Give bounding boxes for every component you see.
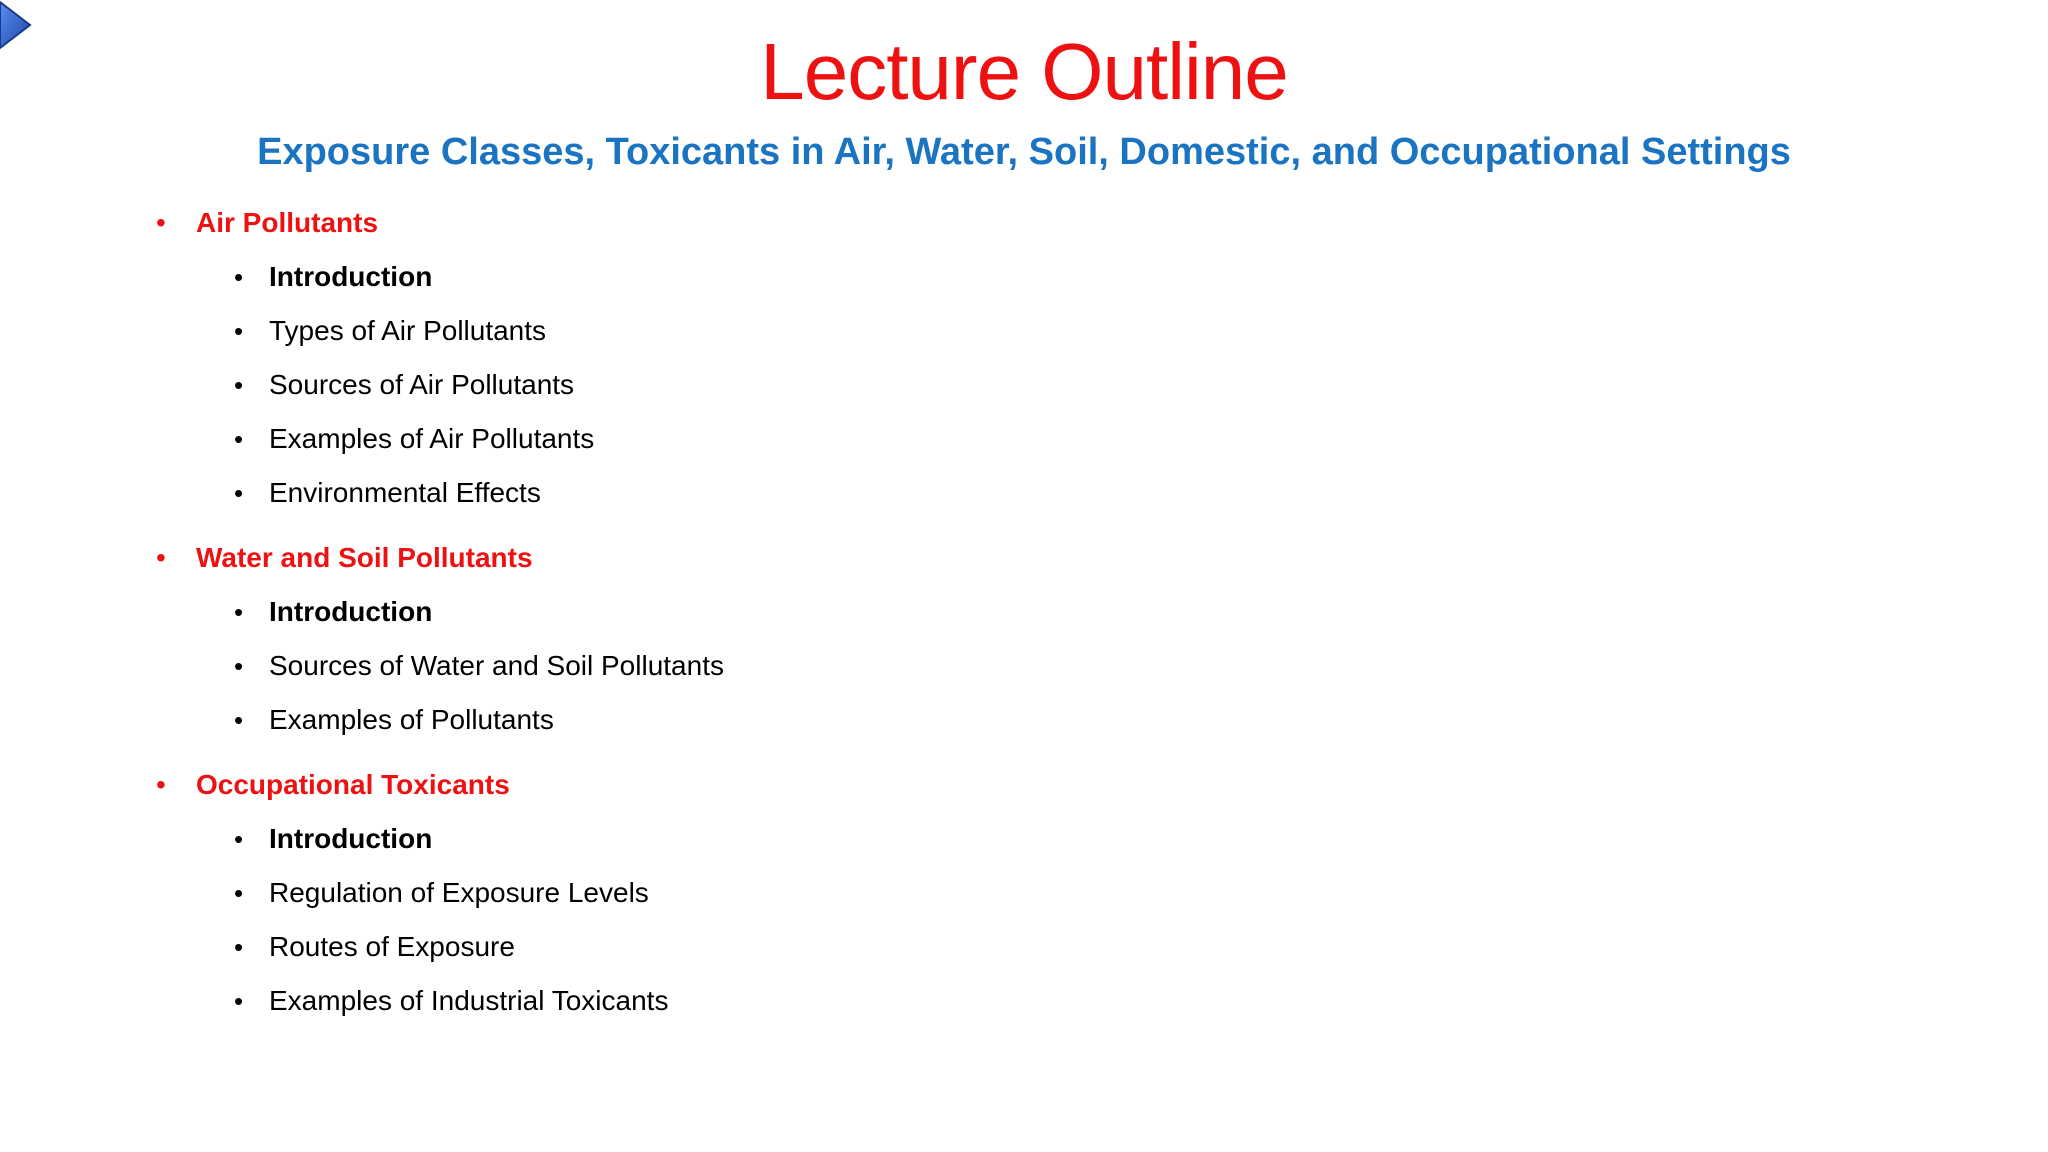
bullet-icon: • bbox=[234, 370, 244, 400]
bullet-icon: • bbox=[234, 824, 244, 854]
list-item-label: Examples of Air Pollutants bbox=[269, 423, 595, 454]
bullet-icon: • bbox=[234, 424, 244, 454]
list-item-label: Sources of Air Pollutants bbox=[269, 369, 575, 400]
list-item-label: Routes of Exposure bbox=[269, 931, 515, 962]
list-item-label: Examples of Pollutants bbox=[269, 704, 554, 735]
list-item-label: Environmental Effects bbox=[269, 477, 541, 508]
bullet-icon: • bbox=[156, 207, 166, 238]
section-heading-label: Occupational Toxicants bbox=[196, 769, 510, 800]
list-item-label: Regulation of Exposure Levels bbox=[269, 877, 649, 908]
bullet-icon: • bbox=[156, 542, 166, 573]
bullet-icon: • bbox=[234, 932, 244, 962]
list-item-label: Introduction bbox=[269, 823, 433, 854]
section-heading-label: Air Pollutants bbox=[196, 207, 379, 238]
bullet-icon: • bbox=[234, 878, 244, 908]
slide-title: Lecture Outline bbox=[760, 27, 1288, 116]
bullet-icon: • bbox=[234, 316, 244, 346]
bullet-icon: • bbox=[234, 651, 244, 681]
bullet-icon: • bbox=[234, 478, 244, 508]
bullet-icon: • bbox=[234, 262, 244, 292]
slide-subtitle: Exposure Classes, Toxicants in Air, Water, Soil, Domestic, and Occupational Settings bbox=[257, 131, 1791, 173]
bullet-icon: • bbox=[234, 986, 244, 1016]
list-item-label: Sources of Water and Soil Pollutants bbox=[269, 650, 724, 681]
bullet-icon: • bbox=[156, 769, 166, 800]
bullet-icon: • bbox=[234, 597, 244, 627]
list-item-label: Types of Air Pollutants bbox=[269, 315, 547, 346]
list-item-label: Introduction bbox=[269, 261, 433, 292]
list-item-label: Examples of Industrial Toxicants bbox=[269, 985, 669, 1016]
list-item-label: Introduction bbox=[269, 596, 433, 627]
section-heading-label: Water and Soil Pollutants bbox=[196, 542, 533, 573]
bullet-icon: • bbox=[234, 705, 244, 735]
